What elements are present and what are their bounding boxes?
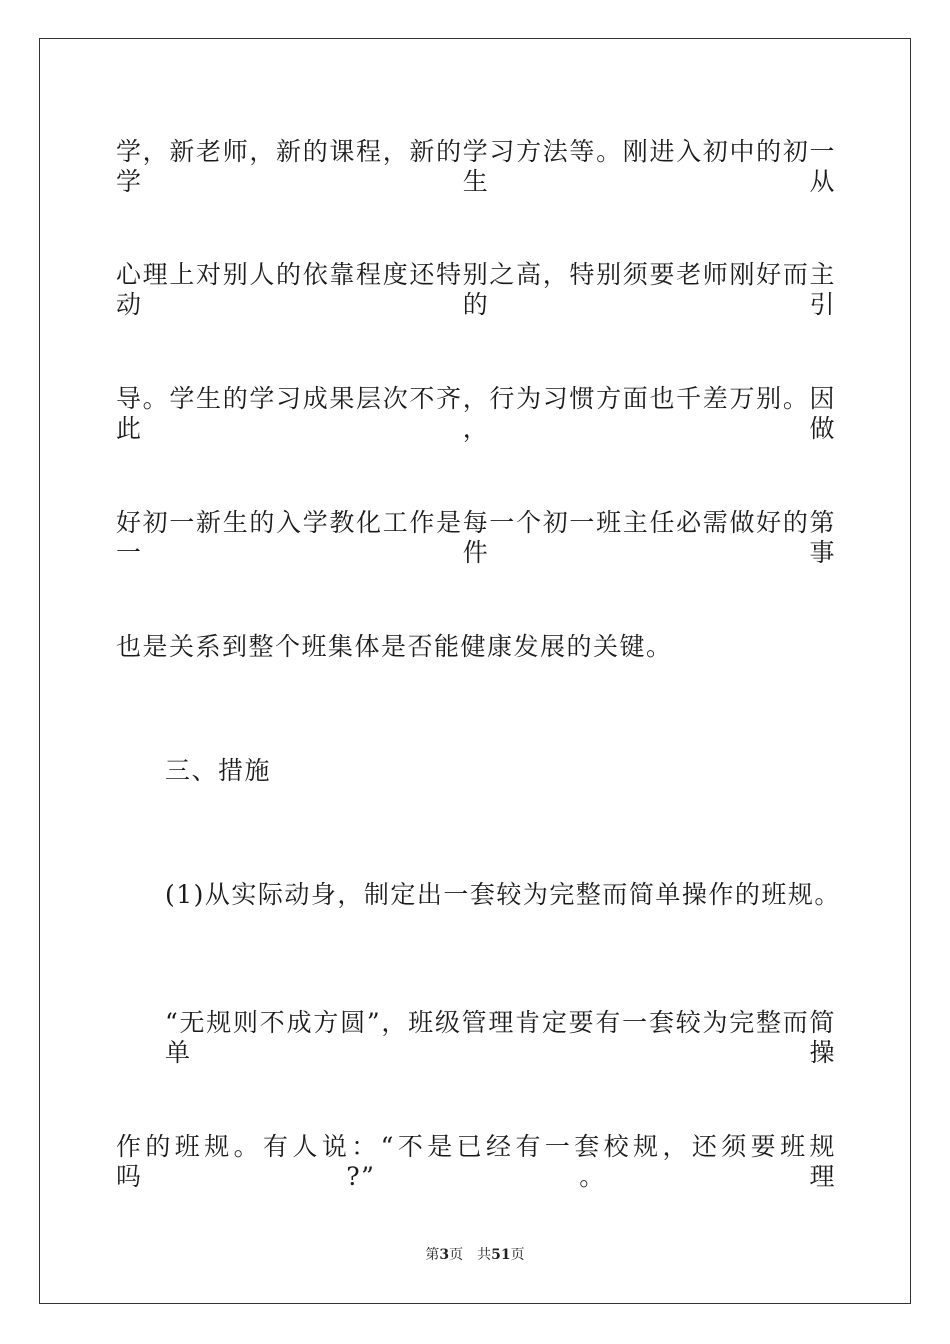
body-line-4: 好初一新生的入学教化工作是每一个初一班主任必需做好的第一件事	[116, 508, 836, 567]
body-line-1: 学，新老师，新的课程，新的学习方法等。刚进入初中的初一学生从	[116, 137, 836, 196]
footer-total-unit: 页	[510, 1247, 525, 1263]
body-line-8: “无规则不成方圆”，班级管理肯定要有一套较为完整而简单操	[165, 1008, 836, 1067]
footer-page-total: 51	[491, 1247, 511, 1263]
measure-item-heading: (1)从实际动身，制定出一套较为完整而简单操作的班规。	[165, 880, 841, 909]
footer-page-current: 3	[439, 1247, 450, 1263]
body-line-5: 也是关系到整个班集体是否能健康发展的关键。	[116, 632, 673, 661]
page-border	[39, 38, 911, 1304]
footer-total-prefix: 共	[477, 1247, 492, 1263]
body-line-3: 导。学生的学习成果层次不齐，行为习惯方面也千差万别。因此，做	[116, 384, 836, 443]
footer-page-unit: 页	[449, 1247, 464, 1263]
section-heading: 三、措施	[165, 756, 272, 785]
footer-page-prefix: 第	[425, 1247, 440, 1263]
body-line-2: 心理上对别人的依靠程度还特别之高，特别须要老师刚好而主动的引	[116, 260, 836, 319]
page-footer	[0, 1246, 950, 1264]
body-line-9: 作的班规。有人说：“不是已经有一套校规，还须要班规吗?”。理	[116, 1132, 836, 1191]
